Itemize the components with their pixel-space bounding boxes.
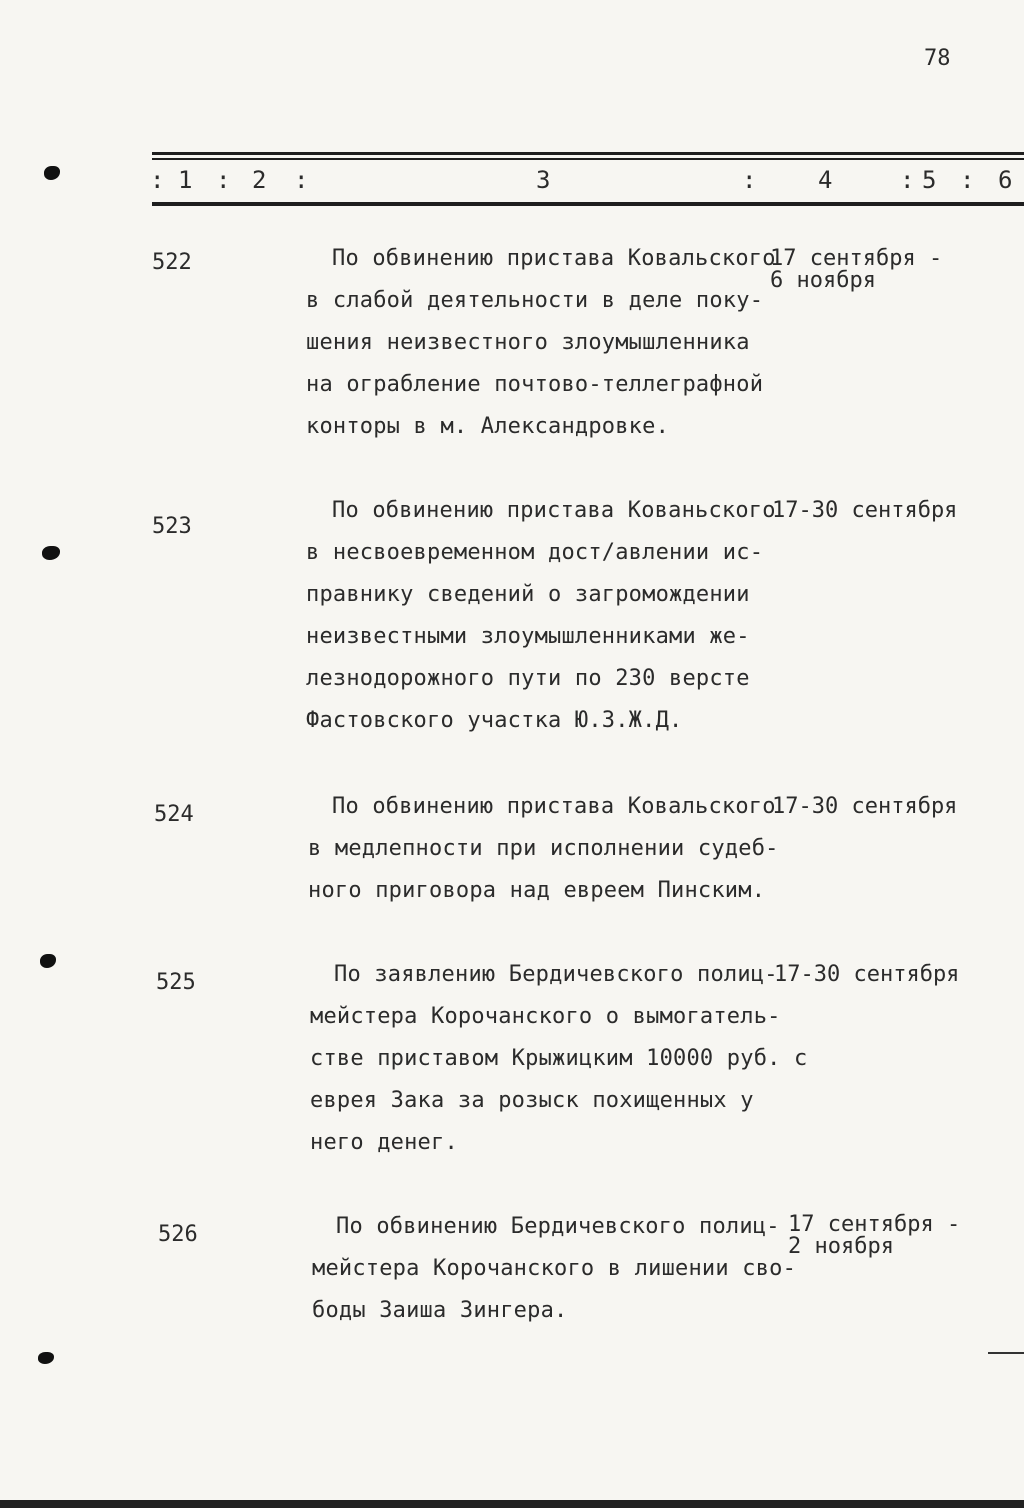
page-number: 78 — [924, 46, 951, 71]
entry-date-line: 17 сентября - — [770, 246, 943, 271]
header-bottom-rule — [152, 202, 1024, 206]
entry-text-line: него денег. — [310, 1130, 458, 1155]
entry-number: 526 — [158, 1222, 198, 1247]
ink-speck — [38, 1352, 54, 1364]
entry-date-line: 17-30 сентября — [772, 794, 958, 819]
column-separator: : — [150, 166, 165, 194]
entry-text-line: конторы в м. Александровке. — [306, 414, 670, 439]
entry-text-line: в несвоевременном дост/авлении ис- — [306, 540, 764, 565]
entry-text-line: неизвестными злоумышленниками же- — [306, 624, 750, 649]
entry-text-line: шения неизвестного злоумышленника — [306, 330, 750, 355]
entry-date-line: 2 ноября — [788, 1234, 894, 1259]
entry-date-line: 6 ноября — [770, 268, 876, 293]
column-separator: : — [294, 166, 309, 194]
entry-text-line: мейстера Корочанского о вымогатель- — [310, 1004, 781, 1029]
header-top-rule-inner — [152, 158, 1024, 160]
column-header-row — [148, 166, 1024, 200]
entry-date-line: 17-30 сентября — [774, 962, 960, 987]
entry-text-line: По обвинению пристава Ковальского — [332, 246, 776, 271]
entry-number: 525 — [156, 970, 196, 995]
entry-number: 523 — [152, 514, 192, 539]
column-header-5: 5 — [922, 166, 937, 194]
ink-speck — [44, 166, 60, 180]
column-separator: : — [960, 166, 975, 194]
ink-speck — [40, 954, 56, 968]
column-header-2: 2 — [252, 166, 267, 194]
column-header-4: 4 — [818, 166, 833, 194]
entry-text-line: лезнодорожного пути по 230 версте — [306, 666, 750, 691]
entry-text-line: По обвинению Бердичевского полиц- — [336, 1214, 780, 1239]
entry-text-line: еврея Зака за розыск похищенных у — [310, 1088, 754, 1113]
entry-date-line: 17 сентября - — [788, 1212, 961, 1237]
entry-date-line: 17-30 сентября — [772, 498, 958, 523]
entry-number: 522 — [152, 250, 192, 275]
entry-text-line: боды Заиша Зингера. — [312, 1298, 568, 1323]
entry-text-line: стве приставом Крыжицким 10000 руб. с — [310, 1046, 808, 1071]
entry-text-line: По обвинению пристава Ковальского — [332, 794, 776, 819]
entry-text-line: на ограбление почтово-теллеграфной — [306, 372, 764, 397]
entry-text-line: в медлепности при исполнении судеб- — [308, 836, 779, 861]
column-separator: : — [900, 166, 915, 194]
entry-text-line: ного приговора над евреем Пинским. — [308, 878, 766, 903]
entry-text-line: По заявлению Бердичевского полиц- — [334, 962, 778, 987]
entry-text-line: правнику сведений о загромождении — [306, 582, 750, 607]
column-separator: : — [216, 166, 231, 194]
column-header-6: 6 — [998, 166, 1013, 194]
page-bottom-edge — [0, 1500, 1024, 1508]
entry-text-line: мейстера Корочанского в лишении сво- — [312, 1256, 797, 1281]
entry-number: 524 — [154, 802, 194, 827]
ink-speck — [42, 546, 60, 560]
column-separator: : — [742, 166, 757, 194]
entry-text-line: в слабой деятельности в деле поку- — [306, 288, 764, 313]
edge-mark — [988, 1352, 1024, 1354]
header-top-rule — [152, 152, 1024, 155]
column-header-1: 1 — [178, 166, 193, 194]
entry-text-line: Фастовского участка Ю.З.Ж.Д. — [306, 708, 683, 733]
column-header-3: 3 — [536, 166, 551, 194]
entry-text-line: По обвинению пристава Кованьского — [332, 498, 776, 523]
